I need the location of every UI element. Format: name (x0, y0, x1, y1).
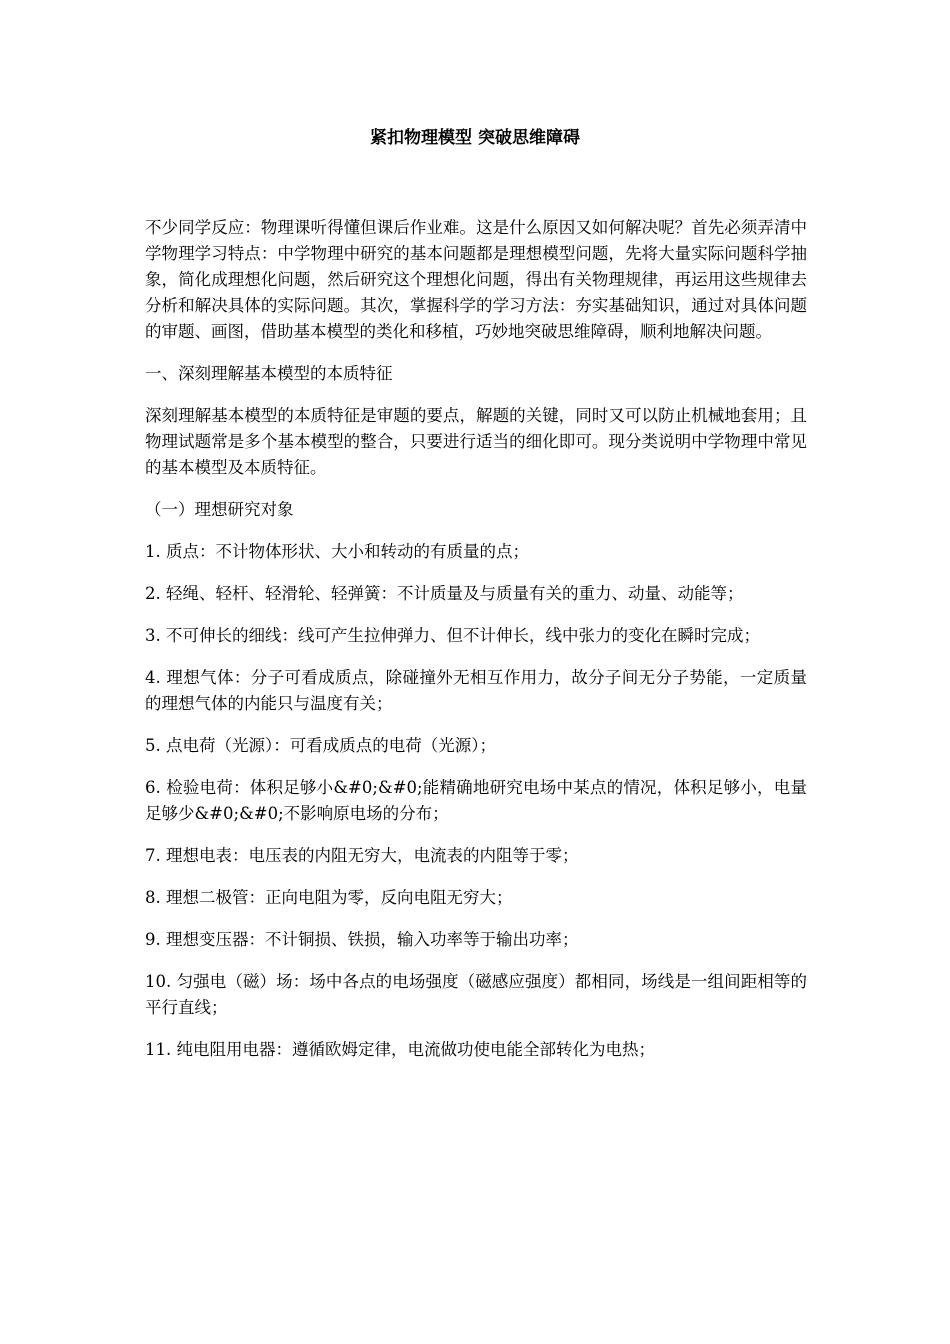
subsection-heading-1: （一）理想研究对象 (145, 500, 294, 519)
list-item-2: 2. 轻绳、轻杆、轻滑轮、轻弹簧：不计质量及与质量有关的重力、动量、动能等； (145, 584, 744, 603)
document-body (145, 215, 807, 1079)
list-item-9: 9. 理想变压器：不计铜损、铁损，输入功率等于输出功率； (145, 930, 579, 949)
document-title: 紧扣物理模型 突破思维障碍 (370, 128, 580, 148)
list-item-7: 7. 理想电表：电压表的内阻无穷大，电流表的内阻等于零； (145, 846, 579, 865)
section-heading-1: 一、深刻理解基本模型的本质特征 (145, 364, 393, 383)
list-item-3: 3. 不可伸长的细线：线可产生拉伸弹力、但不计伸长，线中张力的变化在瞬时完成； (145, 626, 760, 645)
list-item-11: 11. 纯电阻用电器：遵循欧姆定律，电流做功使电能全部转化为电热； (145, 1040, 655, 1059)
intro-paragraph: 不少同学反应：物理课听得懂但课后作业难。这是什么原因又如何解决呢？首先必须弄清中学物理学习特点：中学物理中研究的基本问题都是理想模型问题，先将大量实际问题科学抽象，简化成理想化问题，然后研究这个理想化问题，得出有关物理规律，再运用这些规律去分析和解决具体的实际问题。其次，掌握科学的学习方法：夯实基础知识，通过对具体问题的审题、画图，借助基本模型的类化和移植，巧妙地突破思维障碍，顺利地解决问题。 (145, 218, 807, 341)
list-item-4: 4. 理想气体：分子可看成质点，除碰撞外无相互作用力，故分子间无分子势能，一定质量的理想气体的内能只与温度有关； (145, 668, 807, 713)
list-item-6: 6. 检验电荷：体积足够小&#0;&#0;能精确地研究电场中某点的情况，体积足够小，电量足够少&#0;&#0;不影响原电场的分布； (145, 778, 807, 823)
list-item-1: 1. 质点：不计物体形状、大小和转动的有质量的点； (145, 542, 529, 561)
list-item-10: 10. 匀强电（磁）场：场中各点的电场强度（磁感应强度）都相同，场线是一组间距相等的平行直线； (145, 972, 807, 1017)
section-paragraph: 深刻理解基本模型的本质特征是审题的要点，解题的关键，同时又可以防止机械地套用；且物理试题常是多个基本模型的整合，只要进行适当的细化即可。现分类说明中学物理中常见的基本模型及本质特征。 (145, 406, 807, 477)
list-item-8: 8. 理想二极管：正向电阻为零，反向电阻无穷大； (145, 888, 513, 907)
list-item-5: 5. 点电荷（光源）：可看成质点的电荷（光源）； (145, 736, 496, 755)
